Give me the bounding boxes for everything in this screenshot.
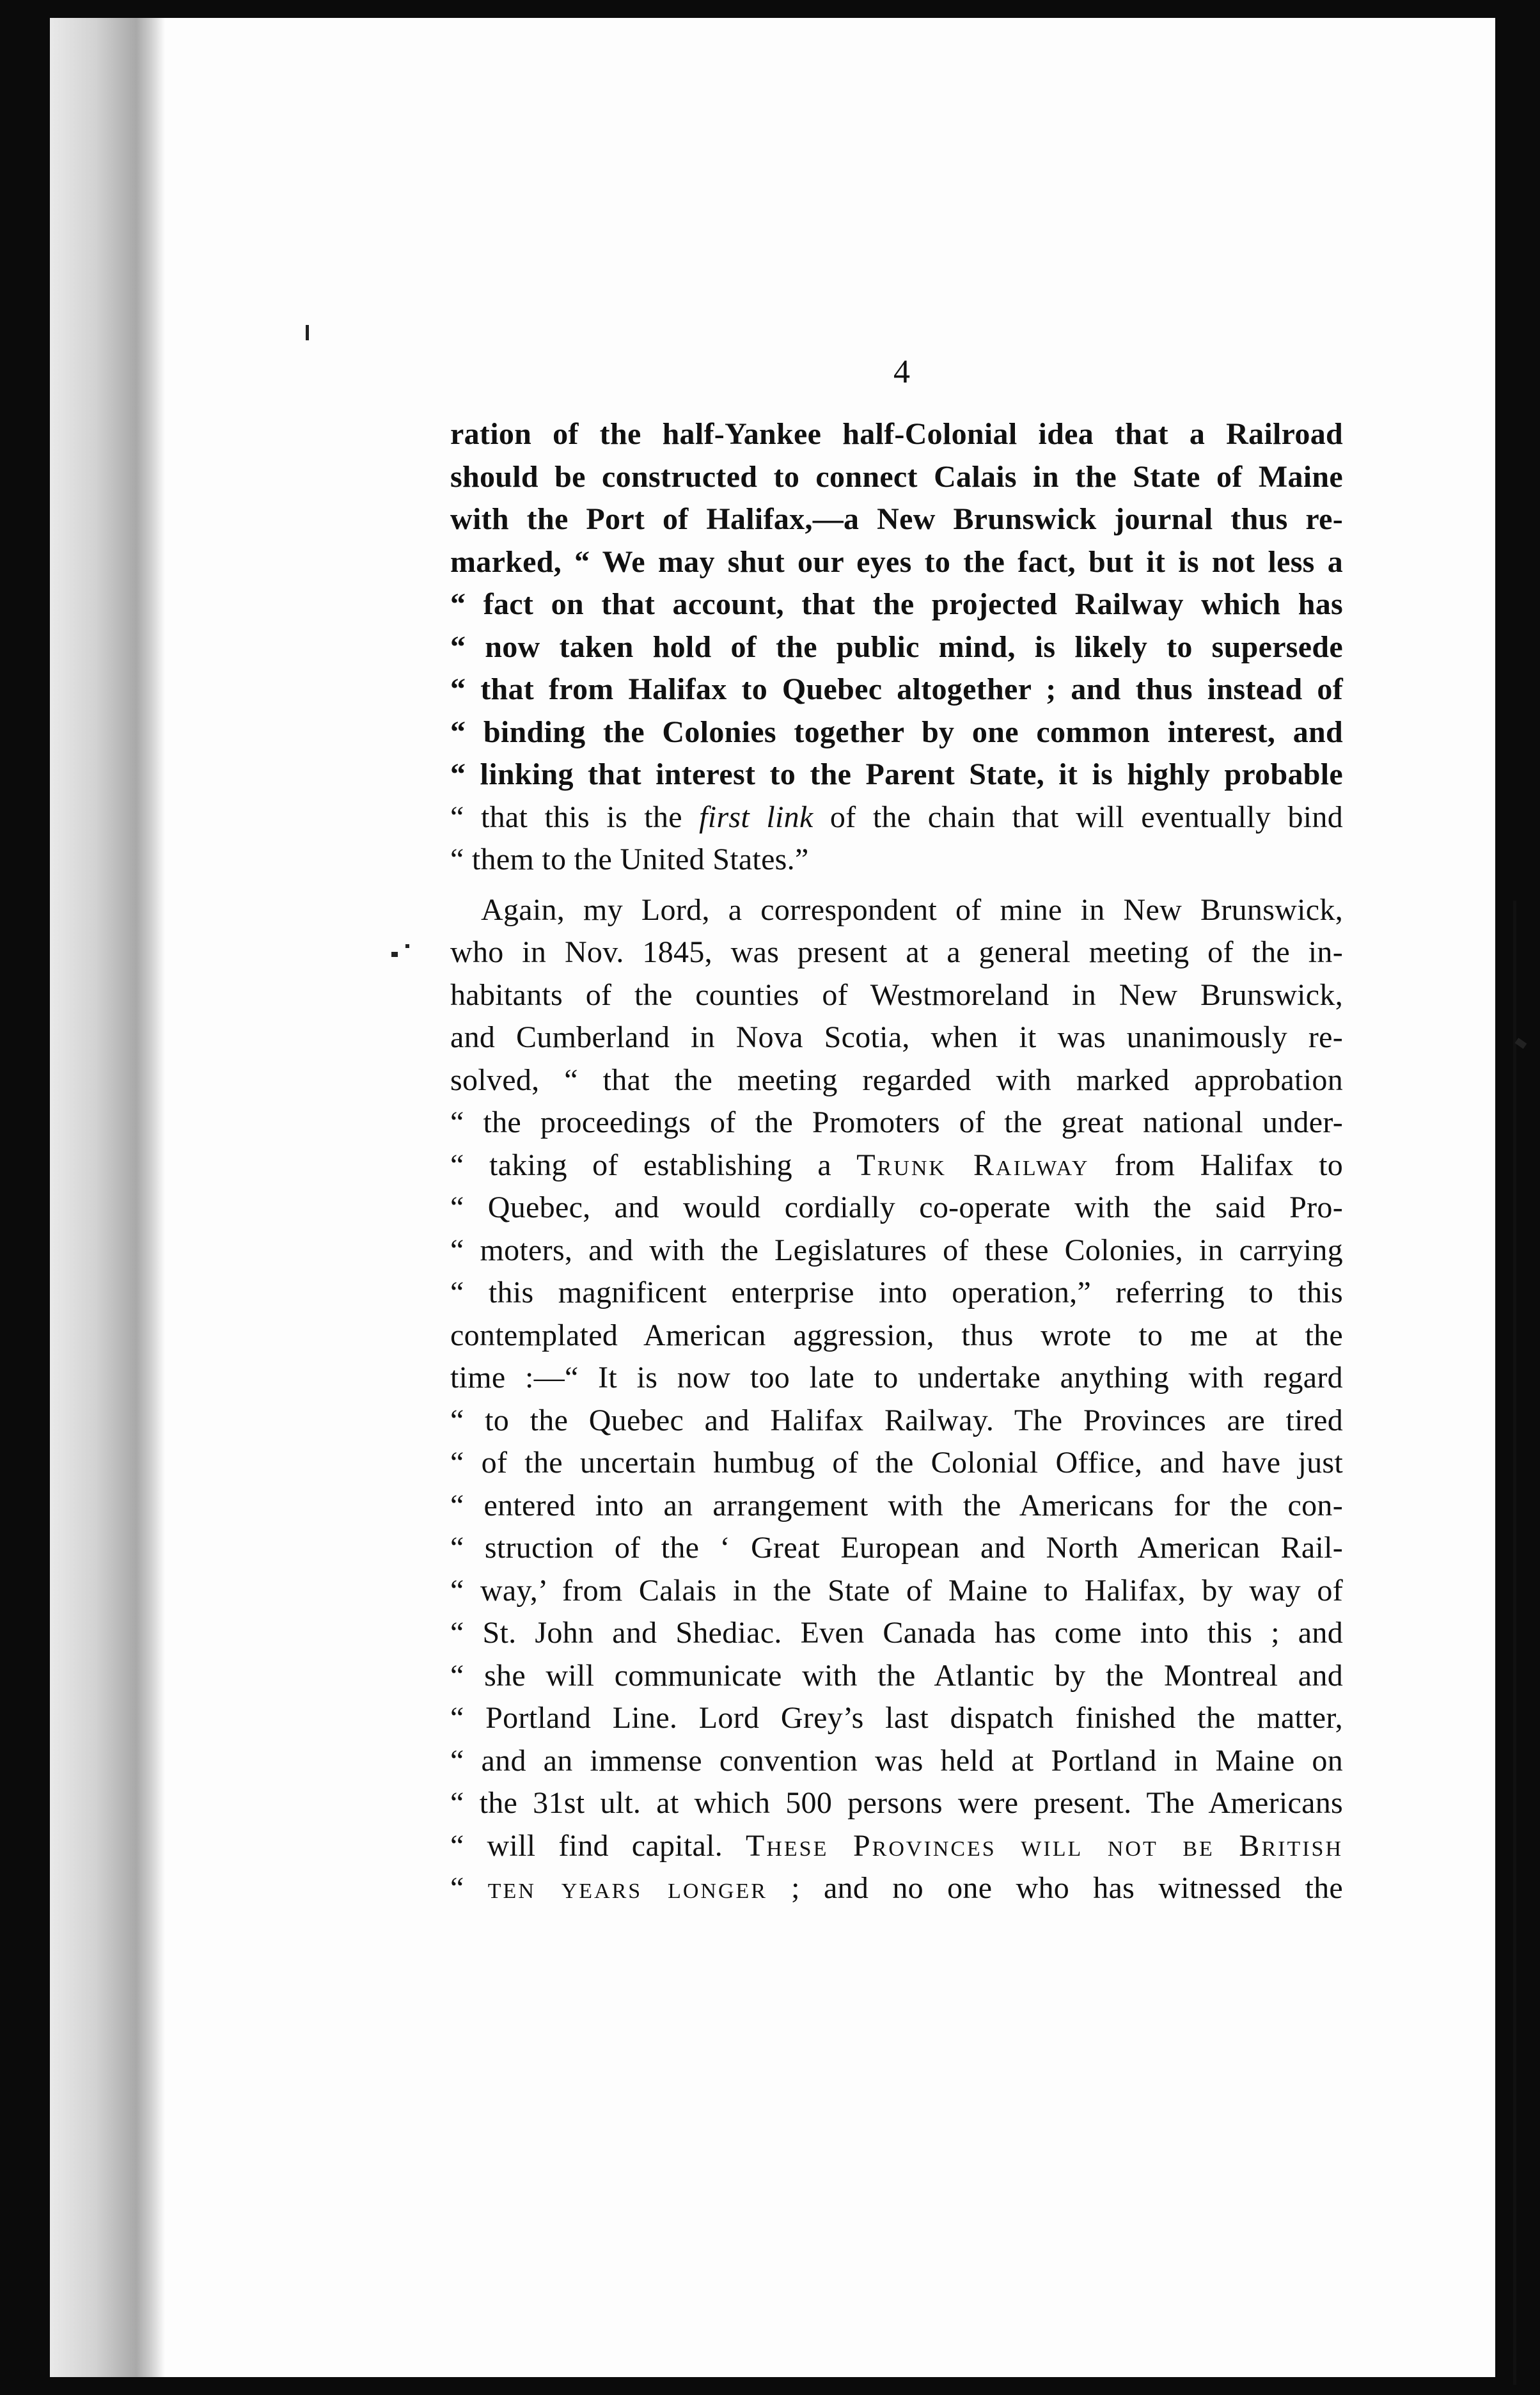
text-line: “ of the uncertain humbug of the Colonial Office, and have just — [450, 1446, 1343, 1480]
text-line: “ Quebec, and would cordially co-operate with the said Pro- — [450, 1190, 1343, 1224]
text-span: “ — [450, 1871, 488, 1905]
text-line — [450, 1144, 1343, 1187]
text-line: “ that from Halifax to Quebec altogether ; and thus instead of — [450, 672, 1343, 706]
text-span: “ will find capital. — [450, 1828, 746, 1863]
text-span: from Halifax to — [1089, 1148, 1344, 1182]
text-span: “ taking of establishing a — [450, 1148, 857, 1182]
text-line: “ Portland Line. Lord Grey’s last dispatch finished the matter, — [450, 1701, 1343, 1735]
text-line: solved, “ that the meeting regarded with marked approbation — [450, 1063, 1343, 1097]
text-line: marked, “ We may shut our eyes to the fact, but it is not less a — [450, 544, 1343, 579]
text-line: “ way,’ from Calais in the State of Maine to Halifax, by way of — [450, 1573, 1343, 1608]
text-span: of the chain that will eventually bind — [813, 800, 1343, 834]
text-line: who in Nov. 1845, was present at a general meeting of the in- — [450, 935, 1343, 969]
text-line: time :—“ It is now too late to undertake anything with regard — [450, 1361, 1343, 1395]
text-line: “ binding the Colonies together by one common interest, and — [450, 715, 1343, 749]
text-line: “ and an immense convention was held at Portland in Maine on — [450, 1743, 1343, 1778]
text-line: with the Port of Halifax,—a New Brunswick journal thus re- — [450, 502, 1343, 536]
text-line: ration of the half-Yankee half-Colonial idea that a Railroad — [450, 417, 1343, 451]
text-line: habitants of the counties of Westmoreland in New Brunswick, — [450, 977, 1343, 1012]
text-line: “ the 31st ult. at which 500 persons were present. The Americans — [450, 1786, 1343, 1820]
text-line — [450, 1825, 1343, 1868]
text-line: “ linking that interest to the Parent State, it is highly probable — [450, 757, 1343, 791]
small-caps-text: ten years longer — [487, 1871, 767, 1905]
text-line: “ fact on that account, that the projected Railway which has — [450, 587, 1343, 621]
text-line: Again, my Lord, a correspondent of mine in New Brunswick, — [481, 892, 1343, 927]
paragraph-2 — [450, 889, 1343, 1910]
page-number: 4 — [893, 354, 910, 390]
scan-speck — [405, 944, 409, 948]
text-line: contemplated American aggression, thus wrote to me at the — [450, 1318, 1343, 1352]
text-line: “ St. John and Shediac. Even Canada has come into this ; and — [450, 1616, 1343, 1650]
text-line — [450, 1867, 1343, 1910]
small-caps-text: Trunk Railway — [856, 1148, 1090, 1182]
paragraph-1 — [450, 413, 1343, 881]
page-edge-line — [1513, 901, 1516, 2385]
paragraph-gap — [450, 881, 1343, 889]
text-line — [450, 796, 1343, 839]
body-text — [450, 413, 1343, 1910]
text-line: “ now taken hold of the public mind, is likely to supersede — [450, 629, 1343, 664]
text-line: “ the proceedings of the Promoters of the great national under- — [450, 1105, 1343, 1139]
emphasis-text: first link — [699, 800, 813, 834]
text-line: “ entered into an arrangement with the Americans for the con- — [450, 1488, 1343, 1522]
text-line: “ moters, and with the Legislatures of these Colonies, in carrying — [450, 1233, 1343, 1267]
text-line: “ this magnificent enterprise into operation,” referring to this — [450, 1276, 1343, 1309]
binding-shadow — [50, 18, 165, 2377]
text-line: “ she will communicate with the Atlantic by the Montreal and — [450, 1658, 1343, 1693]
text-span: “ that this is the — [450, 800, 700, 834]
text-line: and Cumberland in Nova Scotia, when it was unanimously re- — [450, 1020, 1343, 1054]
scan-speck — [391, 952, 398, 957]
text-line: “ struction of the ‘ Great European and North American Rail- — [450, 1531, 1343, 1565]
text-line: should be constructed to connect Calais in the State of Maine — [450, 459, 1343, 494]
scan-speck — [306, 325, 309, 340]
text-line: “ to the Quebec and Halifax Railway. The Provinces are tired — [450, 1403, 1343, 1437]
small-caps-text: These Provinces will not be British — [746, 1828, 1343, 1863]
text-line: “ them to the United States.” — [450, 842, 809, 876]
text-span: ; and no one who has witnessed the — [767, 1871, 1343, 1905]
